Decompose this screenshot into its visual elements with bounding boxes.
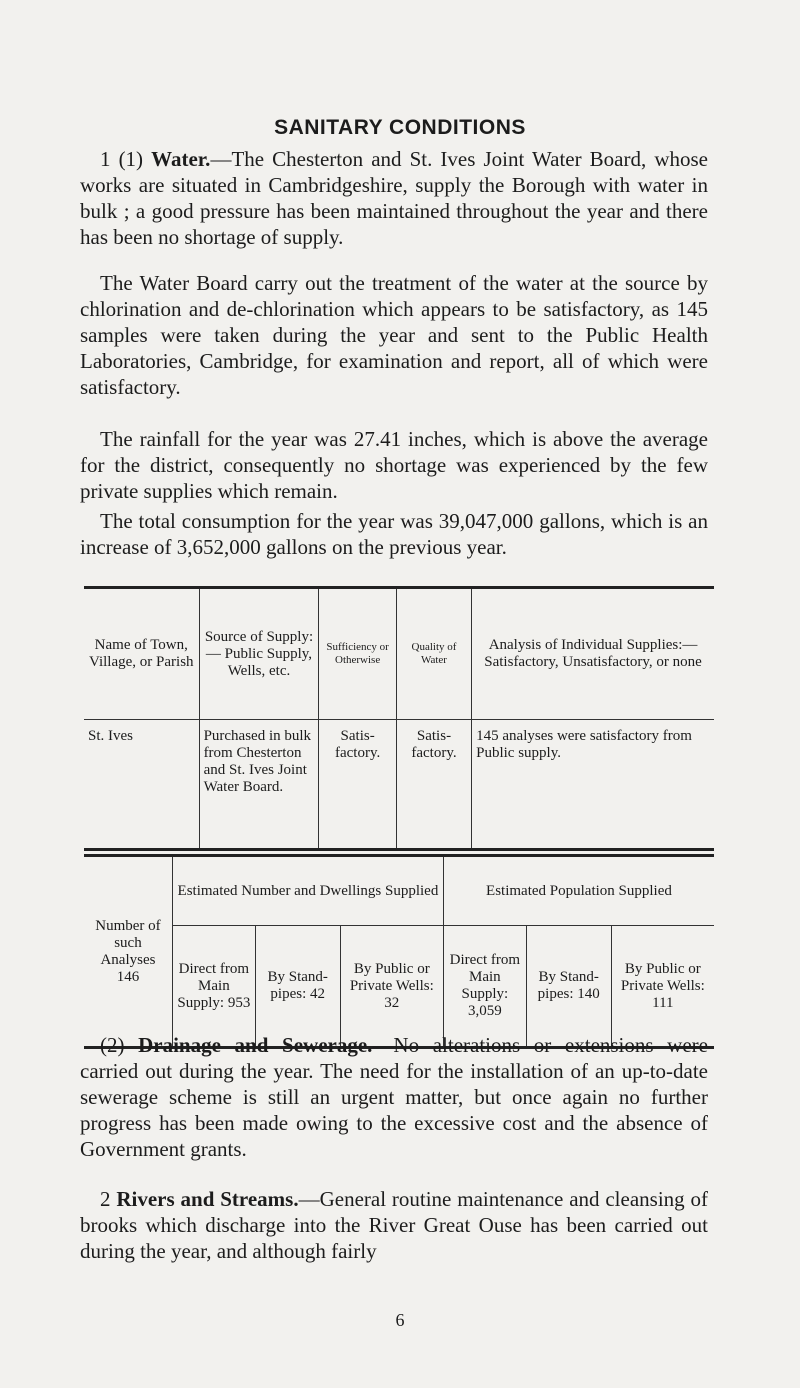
cell-analysis: 145 analyses were satisfactory from Public supply.: [472, 720, 714, 850]
dwellings-group-header: Estimated Number and Dwellings Supplied: [172, 856, 443, 926]
header-source: Source of Supply:— Public Supply, Wells, etc.: [199, 588, 319, 720]
cell-sufficiency: Satis-factory.: [319, 720, 396, 850]
rivers-paragraph: [80, 1186, 708, 1264]
header-analysis: Analysis of Individual Supplies:— Satisfactory, Unsatisfactory, or none: [472, 588, 714, 720]
header-town: Name of Town, Village, or Parish: [84, 588, 199, 720]
header-quality: Quality of Water: [396, 588, 471, 720]
number-analyses-label: Number of such Analyses: [95, 917, 161, 968]
treatment-paragraph: The Water Board carry out the treatment of the water at the source by chlorination and de-chlorination which appears to be satisfactory, as 145 samples were taken during the year and sent to the Public Health Laboratories, Cambridge, for examination and report, all of which were satisfactory.: [80, 271, 708, 399]
dwellings-wells: By Public or Private Wells: 32: [340, 926, 443, 1048]
water-heading: Water.: [151, 147, 211, 171]
header-sufficiency: Sufficiency or Otherwise: [319, 588, 396, 720]
population-table: [84, 854, 714, 1049]
water-text: —The Chesterton and St. Ives Joint Water Board, whose works are situated in Cambridgeshire, supply the Borough with water in bulk ; a good pressure has been maintained throughout the year and there has been no shortage of supply.: [80, 147, 708, 249]
population-group-header: Estimated Population Supplied: [443, 856, 714, 926]
population-standpipes: By Stand-pipes: 140: [526, 926, 611, 1048]
dwellings-direct: Direct from Main Supply: 953: [172, 926, 255, 1048]
page-number: 6: [395, 1310, 405, 1330]
population-wells: By Public or Private Wells: 111: [611, 926, 714, 1048]
consumption-paragraph: The total consumption for the year was 39,047,000 gallons, which is an increase of 3,652,000 gallons on the previous year.: [80, 509, 708, 559]
cell-source: Purchased in bulk from Chesterton and St. Ives Joint Water Board.: [199, 720, 319, 850]
water-paragraph: [80, 146, 708, 250]
number-analyses-value: 146: [116, 968, 140, 985]
rainfall-paragraph: The rainfall for the year was 27.41 inches, which is above the average for the district, consequently no shortage was experienced by the few private supplies which remain.: [80, 427, 708, 503]
page-title: SANITARY CONDITIONS: [274, 116, 526, 139]
water-supply-table: [84, 586, 714, 851]
cell-quality: Satis-factory.: [396, 720, 471, 850]
section-number: 1 (1): [100, 147, 152, 171]
drainage-number: (2): [100, 1033, 139, 1057]
rivers-text: —General routine maintenance and cleansing of brooks which discharge into the River Great Ouse has been carried out during the year, and although fairly: [80, 1187, 709, 1263]
cell-town: St. Ives: [88, 728, 133, 744]
number-analyses-header: [84, 856, 172, 1048]
population-direct: Direct from Main Supply: 3,059: [443, 926, 526, 1048]
drainage-heading: Drainage and Sewerage.: [138, 1033, 373, 1057]
drainage-text: —No alterations or extensions were carried out during the year. The need for the installation of an up-to-date sewerage scheme is still an urgent matter, but once again no further progress has been made owing to the excessive cost and the absence of Government grants.: [80, 1033, 708, 1161]
drainage-paragraph: [80, 1032, 708, 1162]
dwellings-standpipes: By Stand-pipes: 42: [255, 926, 340, 1048]
rivers-heading: Rivers and Streams.: [116, 1187, 299, 1211]
rivers-number: 2: [100, 1187, 117, 1211]
